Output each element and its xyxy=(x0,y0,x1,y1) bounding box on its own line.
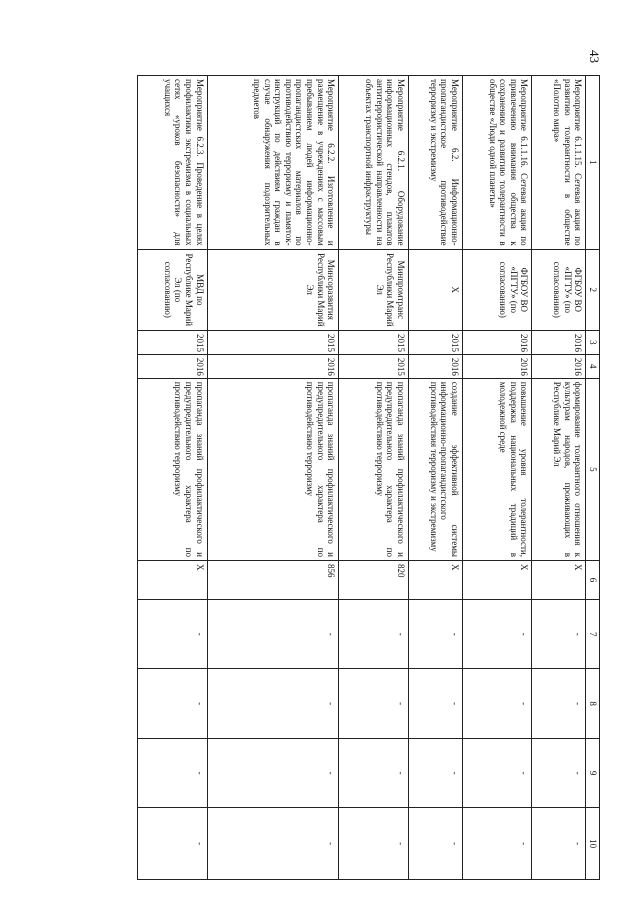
value-cell: - xyxy=(138,808,208,880)
rotated-table-container xyxy=(137,75,600,880)
value-cell: - xyxy=(207,669,339,738)
start-year-cell: 2016 xyxy=(532,330,586,354)
result-cell: формирование толерантного отношения к культурам народов, проживающих в Республике Марий Эл xyxy=(532,378,586,560)
event-cell: Мероприятие 6.2. Информационно-пропагандистское противодействие терроризму и экстремизму xyxy=(408,76,462,250)
end-year-cell: 2015 xyxy=(339,354,409,378)
executor-cell: Минпромтранс Республики Марий Эл xyxy=(339,249,409,330)
column-header: 2 xyxy=(586,249,600,330)
value-cell: X xyxy=(462,560,532,599)
end-year-cell: 2016 xyxy=(207,354,339,378)
value-cell: - xyxy=(408,738,462,807)
column-header: 10 xyxy=(586,808,600,880)
table-row xyxy=(339,76,409,880)
event-cell: Мероприятие 6.2.1. Оборудование информационных стендов, плакатов антитеррористической направленности на объектах транспортной инфраструктуры xyxy=(339,76,409,250)
result-cell: пропаганда знаний профилактического и предупредительного характера по противодействию терроризму xyxy=(138,378,208,560)
value-cell: - xyxy=(339,808,409,880)
table-row xyxy=(207,76,339,880)
executor-cell: Минсоразвития Республики Марий Эл xyxy=(207,249,339,330)
column-header: 7 xyxy=(586,600,600,669)
value-cell: - xyxy=(138,669,208,738)
start-year-cell: 2015 xyxy=(138,330,208,354)
value-cell: X xyxy=(532,560,586,599)
end-year-cell: 2016 xyxy=(462,354,532,378)
value-cell: X xyxy=(408,560,462,599)
value-cell: - xyxy=(532,738,586,807)
end-year-cell: 2016 xyxy=(532,354,586,378)
event-cell: Мероприятие 6.2.2. Изготовление и размещение в учреждениях с массовым пребыванием людей информационно-пропагандистских материалов по противодействию терроризму и памяток-инструкций по действиям граждан в случае обнаружения подозрительных предметов xyxy=(207,76,339,250)
value-cell: - xyxy=(408,669,462,738)
value-cell: - xyxy=(532,600,586,669)
result-cell: пропаганда знаний профилактического и предупредительного характера по противодействию терроризму xyxy=(339,378,409,560)
column-header: 3 xyxy=(586,330,600,354)
value-cell: - xyxy=(532,669,586,738)
value-cell: - xyxy=(207,600,339,669)
table-row xyxy=(532,76,586,880)
value-cell: 820 xyxy=(339,560,409,599)
value-cell: - xyxy=(207,808,339,880)
result-cell: повышение уровня толерантности, поддержка национальных традиций в молодежной среде xyxy=(462,378,532,560)
result-cell: пропаганда знаний профилактического и предупредительного характера по противодействию терроризму xyxy=(207,378,339,560)
column-header: 9 xyxy=(586,738,600,807)
value-cell: X xyxy=(138,560,208,599)
executor-cell: ФГБОУ ВО «ПГТУ» (по согласованию) xyxy=(462,249,532,330)
start-year-cell: 2015 xyxy=(408,330,462,354)
value-cell: - xyxy=(207,738,339,807)
executor-cell: МВД по Республике Марий Эл (по согласованию) xyxy=(138,249,208,330)
table-row xyxy=(138,76,208,880)
value-cell: - xyxy=(339,669,409,738)
value-cell: - xyxy=(462,738,532,807)
event-cell: Мероприятие 6.1.1.16. Сетевая акция по привлечению внимания общества к сохранению и развитию толерантности в обществе «Люди одной планеты» xyxy=(462,76,532,250)
value-cell: - xyxy=(462,600,532,669)
value-cell: - xyxy=(339,600,409,669)
column-header: 6 xyxy=(586,560,600,599)
end-year-cell: 2016 xyxy=(408,354,462,378)
start-year-cell: 2016 xyxy=(462,330,532,354)
value-cell: - xyxy=(462,669,532,738)
column-header: 5 xyxy=(586,378,600,560)
start-year-cell: 2015 xyxy=(207,330,339,354)
column-header: 8 xyxy=(586,669,600,738)
table-row xyxy=(408,76,462,880)
value-cell: - xyxy=(138,738,208,807)
program-events-table xyxy=(137,75,600,880)
event-cell: Мероприятие 6.2.3. Проведение в целях профилактики экстремизма в социальных сетях «уроков безопасности» для учащихся xyxy=(138,76,208,250)
value-cell: 856 xyxy=(207,560,339,599)
page-number: 43 xyxy=(587,50,602,63)
column-header: 1 xyxy=(586,76,600,250)
column-header: 4 xyxy=(586,354,600,378)
table-row xyxy=(462,76,532,880)
start-year-cell: 2015 xyxy=(339,330,409,354)
header-row xyxy=(586,76,600,880)
result-cell: создание эффективной системы информационно-пропагандистского противодействия терроризму и экстремизму xyxy=(408,378,462,560)
value-cell: - xyxy=(532,808,586,880)
value-cell: - xyxy=(408,808,462,880)
value-cell: - xyxy=(408,600,462,669)
executor-cell: ФГБОУ ВО «ПГТУ» (по согласованию) xyxy=(532,249,586,330)
value-cell: - xyxy=(138,600,208,669)
executor-cell: X xyxy=(408,249,462,330)
end-year-cell: 2016 xyxy=(138,354,208,378)
value-cell: - xyxy=(462,808,532,880)
value-cell: - xyxy=(339,738,409,807)
event-cell: Мероприятие 6.1.1.15. Сетевая акция по развитию толерантности в обществе «Полотно мира» xyxy=(532,76,586,250)
